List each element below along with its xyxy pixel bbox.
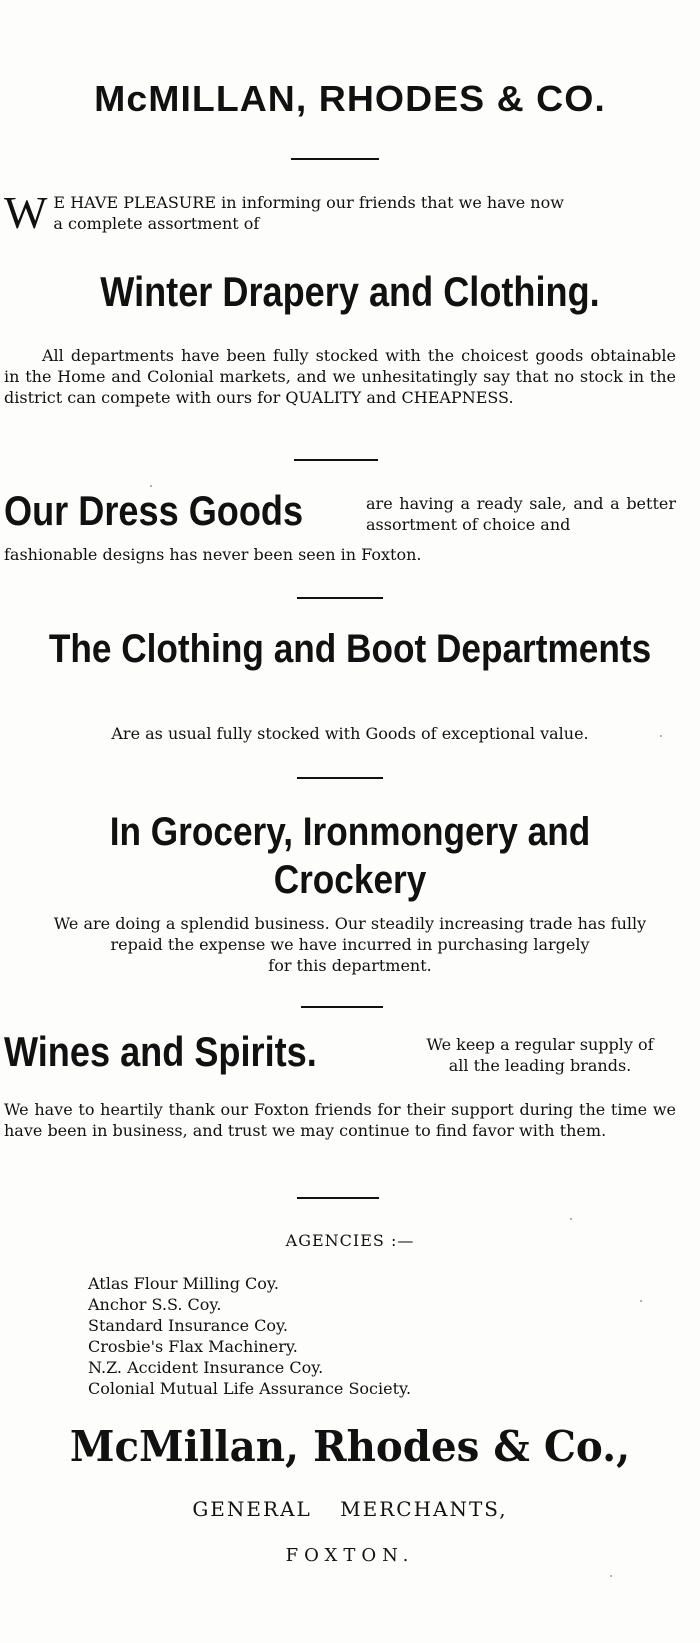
wines-side-text (400, 1034, 680, 1076)
wines-side-line: We keep a regular supply of (426, 1035, 654, 1054)
winter-heading: Winter Drapery and Clothing. (100, 268, 600, 315)
footer-town: FOXTON. (285, 1545, 415, 1566)
wines-spirits-heading: Wines and Spirits. (4, 1028, 317, 1075)
print-speck (570, 1218, 572, 1220)
intro-line: E HAVE PLEASURE in informing our friends that we have now (53, 193, 564, 212)
clothing-boot-heading: The Clothing and Boot Departments (48, 627, 652, 671)
dress-goods-heading: Our Dress Goods (4, 487, 304, 534)
divider-rule (297, 597, 383, 599)
grocery-line: for this department. (268, 956, 432, 975)
print-speck (640, 1300, 642, 1302)
grocery-heading: In Grocery, Ironmongery and Crockery (109, 810, 591, 902)
agency-item: Crosbie's Flax Machinery. (88, 1337, 298, 1356)
agency-item: N.Z. Accident Insurance Coy. (88, 1358, 324, 1377)
footer-firm-name: McMillan, Rhodes & Co., (69, 1422, 631, 1471)
intro-paragraph (4, 187, 694, 238)
thanks-paragraph: We have to heartily thank our Foxton friends for their support during the time we have been in business, and trust we may continue to find favor with them. (4, 1100, 676, 1140)
divider-rule (297, 1197, 379, 1199)
agency-item: Colonial Mutual Life Assurance Society. (88, 1379, 412, 1398)
agencies-list (88, 1273, 411, 1399)
agency-item: Atlas Flour Milling Coy. (88, 1274, 279, 1293)
divider-rule (297, 777, 383, 779)
print-speck (660, 735, 662, 737)
winter-body: All departments have been fully stocked with the choicest goods obtainable in the Home and Colonial markets, and we unhesitatingly say that no stock in the district can compete with ours for QUALITY and CHEAPNESS. (4, 346, 676, 407)
agencies-title: AGENCIES :— (285, 1231, 415, 1250)
intro-line: a complete assortment of (53, 214, 260, 233)
dress-goods-tail-text: fashionable designs has never been seen in Foxton. (4, 545, 422, 564)
agency-item: Anchor S.S. Coy. (88, 1295, 222, 1314)
wines-side-line: all the leading brands. (448, 1056, 632, 1075)
print-speck (150, 485, 152, 487)
grocery-line: repaid the expense we have incurred in purchasing largely (110, 935, 590, 954)
clothing-boot-body: Are as usual fully stocked with Goods of exceptional value. (111, 724, 589, 743)
drop-cap: W (4, 187, 48, 238)
divider-rule (294, 459, 378, 461)
grocery-line: We are doing a splendid business. Our steadily increasing trade has fully (53, 914, 647, 933)
footer-tagline: GENERAL MERCHANTS, (192, 1497, 508, 1521)
divider-rule (301, 1006, 383, 1008)
dress-goods-side-text: are having a ready sale, and a better assortment of choice and (366, 494, 676, 534)
print-speck (610, 1575, 612, 1577)
firm-name-heading: McMILLAN, RHODES & CO. (94, 78, 606, 119)
divider-rule (291, 158, 379, 160)
agency-item: Standard Insurance Coy. (88, 1316, 289, 1335)
